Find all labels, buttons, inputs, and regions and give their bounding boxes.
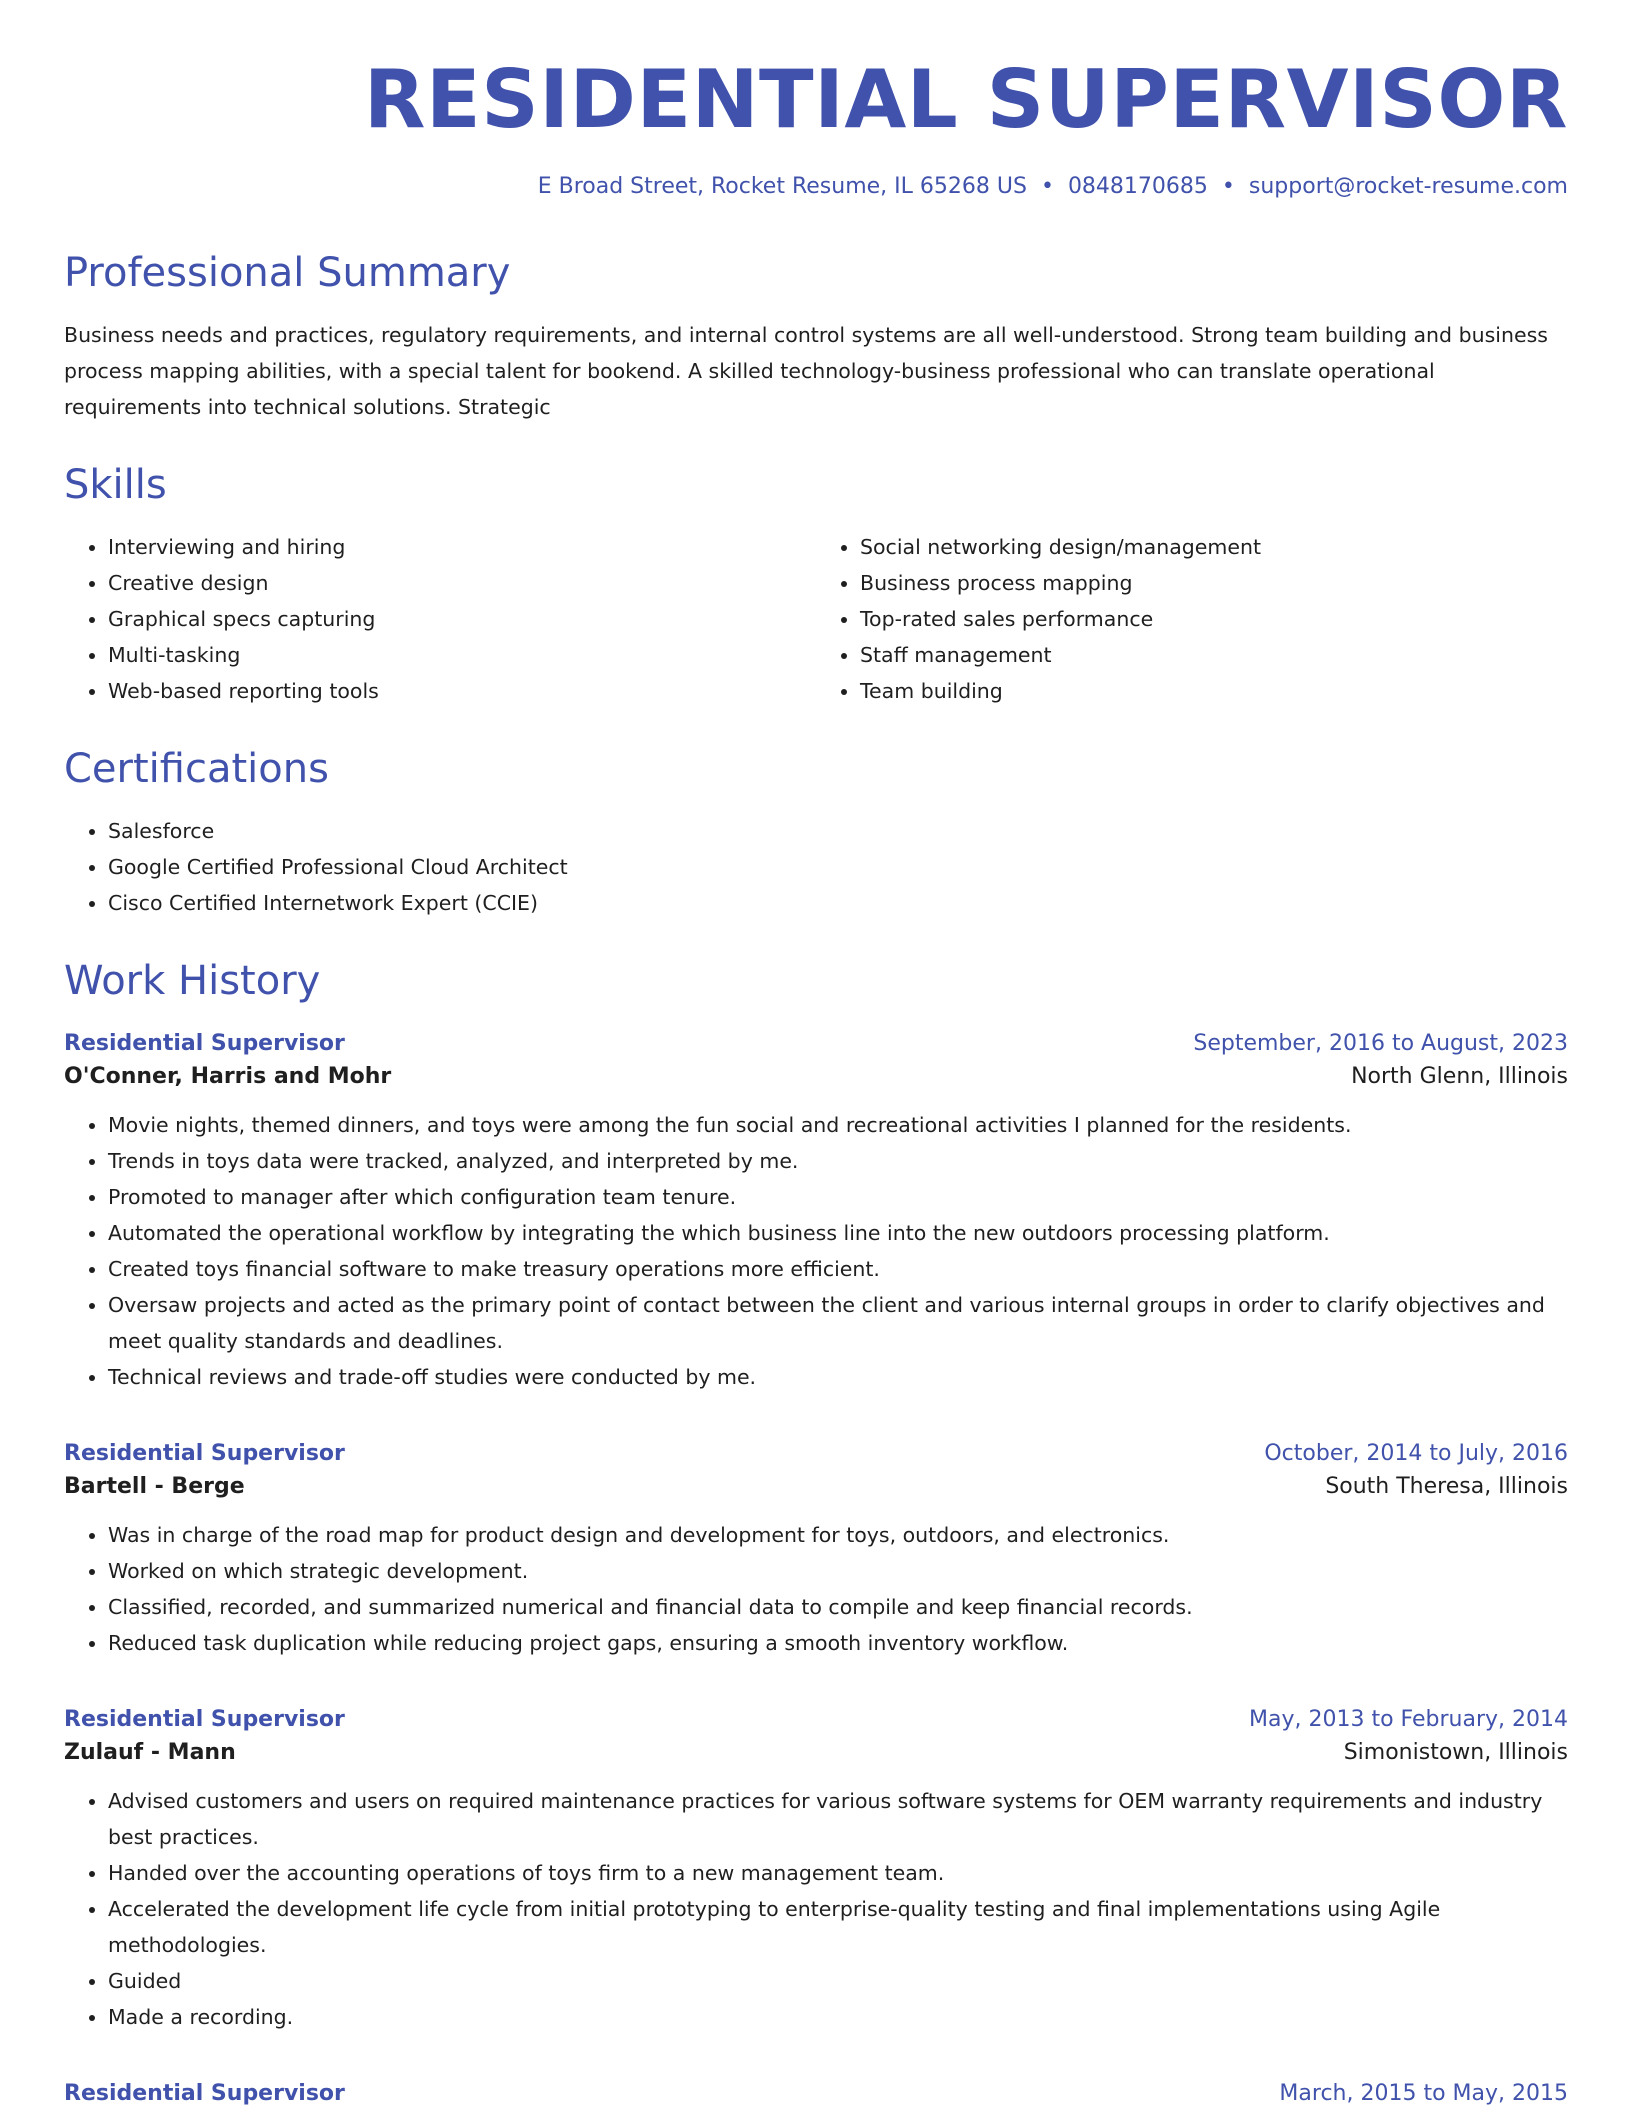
- job-company: Bartell - Berge: [64, 1474, 245, 1499]
- contact-phone: 0848170685: [1067, 174, 1208, 199]
- skill-item: • Team building: [860, 673, 1568, 709]
- job-bullets: [64, 1107, 1568, 1395]
- job-dates: October, 2014 to July, 2016: [1264, 1441, 1568, 1466]
- job-location: Simonistown, Illinois: [1343, 1740, 1568, 1765]
- job-title: Residential Supervisor: [64, 1031, 345, 1056]
- job-bullet: • Created toys financial software to make treasury operations more efficient.: [108, 1251, 1568, 1287]
- certification-item: • Salesforce: [108, 813, 1568, 849]
- job-bullet: • Guided: [108, 1963, 1568, 1999]
- resume-name: RESIDENTIAL SUPERVISOR: [363, 53, 1568, 146]
- certification-item: • Google Certified Professional Cloud Architect: [108, 849, 1568, 885]
- skill-item: • Multi-tasking: [108, 637, 816, 673]
- skill-item: • Business process mapping: [860, 565, 1568, 601]
- job-header: [64, 1707, 1568, 1732]
- job-bullet: • Handed over the accounting operations of toys firm to a new management team.: [108, 1855, 1568, 1891]
- contact-separator: •: [1040, 174, 1054, 199]
- job-entry: [64, 1031, 1568, 1395]
- job-bullet: • Advised customers and users on required maintenance practices for various software systems for OEM warranty requirements and industry best practices.: [108, 1783, 1568, 1855]
- job-dates: September, 2016 to August, 2023: [1193, 1031, 1568, 1056]
- resume-page: [64, 0, 1568, 2106]
- job-dates: May, 2013 to February, 2014: [1249, 1707, 1568, 1732]
- certifications-heading: Certifications: [64, 746, 329, 792]
- job-bullet: • Made a recording.: [108, 1999, 1568, 2035]
- job-bullet: • Classified, recorded, and summarized numerical and financial data to compile and keep financial records.: [108, 1589, 1568, 1625]
- skill-item: • Staff management: [860, 637, 1568, 673]
- skill-item: • Top-rated sales performance: [860, 601, 1568, 637]
- job-bullets: [64, 1783, 1568, 2035]
- job-location: North Glenn, Illinois: [1351, 1064, 1568, 1089]
- skills-list-right: [816, 529, 1568, 709]
- skill-item: • Web-based reporting tools: [108, 673, 816, 709]
- work-history-heading: Work History: [64, 958, 321, 1004]
- job-subheader: [64, 1740, 1568, 1765]
- skill-item: • Interviewing and hiring: [108, 529, 816, 565]
- job-company: Zulauf - Mann: [64, 1740, 236, 1765]
- skill-item: • Social networking design/management: [860, 529, 1568, 565]
- job-location: South Theresa, Illinois: [1325, 1474, 1568, 1499]
- skills-columns: [64, 529, 1568, 709]
- skills-list-left: [64, 529, 816, 709]
- job-dates: March, 2015 to May, 2015: [1279, 2081, 1568, 2106]
- summary-heading: Professional Summary: [64, 250, 511, 296]
- job-bullet: • Trends in toys data were tracked, analyzed, and interpreted by me.: [108, 1143, 1568, 1179]
- job-title: Residential Supervisor: [64, 1707, 345, 1732]
- job-bullets: [64, 1517, 1568, 1661]
- job-entry: [64, 1441, 1568, 1661]
- contact-separator: •: [1221, 174, 1235, 199]
- job-entry: [64, 2081, 1568, 2106]
- job-bullet: • Technical reviews and trade-off studies were conducted by me.: [108, 1359, 1568, 1395]
- skills-heading: Skills: [64, 462, 167, 508]
- job-header: [64, 1031, 1568, 1056]
- skill-item: • Creative design: [108, 565, 816, 601]
- job-title: Residential Supervisor: [64, 2081, 345, 2106]
- job-bullet: • Oversaw projects and acted as the primary point of contact between the client and various internal groups in order to clarify objectives and meet quality standards and deadlines.: [108, 1287, 1568, 1359]
- job-subheader: [64, 1064, 1568, 1089]
- job-title: Residential Supervisor: [64, 1441, 345, 1466]
- job-bullet: • Accelerated the development life cycle from initial prototyping to enterprise-quality testing and final implementations using Agile methodologies.: [108, 1891, 1568, 1963]
- job-bullet: • Was in charge of the road map for product design and development for toys, outdoors, and electronics.: [108, 1517, 1568, 1553]
- summary-text: Business needs and practices, regulatory requirements, and internal control systems are all well-understood. Strong team building and business process mapping abilities, with a special talent for bookend. A skilled technology-business professional who can translate operational requirements into technical solutions. Strategic: [64, 323, 1548, 419]
- job-bullet: • Automated the operational workflow by integrating the which business line into the new outdoors processing platform.: [108, 1215, 1568, 1251]
- job-company: O'Conner, Harris and Mohr: [64, 1064, 392, 1089]
- job-header: [64, 2081, 1568, 2106]
- job-entry: [64, 1707, 1568, 2035]
- skill-item: • Graphical specs capturing: [108, 601, 816, 637]
- job-bullet: • Promoted to manager after which configuration team tenure.: [108, 1179, 1568, 1215]
- job-header: [64, 1441, 1568, 1466]
- job-bullet: • Movie nights, themed dinners, and toys were among the fun social and recreational activities I planned for the residents.: [108, 1107, 1568, 1143]
- contact-email: support@rocket-resume.com: [1248, 174, 1568, 199]
- job-bullet: • Worked on which strategic development.: [108, 1553, 1568, 1589]
- job-subheader: [64, 1474, 1568, 1499]
- certifications-list: [64, 813, 1568, 921]
- contact-line: [64, 174, 1568, 199]
- job-bullet: • Reduced task duplication while reducing project gaps, ensuring a smooth inventory workflow.: [108, 1625, 1568, 1661]
- contact-address: E Broad Street, Rocket Resume, IL 65268 US: [537, 174, 1027, 199]
- certification-item: • Cisco Certified Internetwork Expert (CCIE): [108, 885, 1568, 921]
